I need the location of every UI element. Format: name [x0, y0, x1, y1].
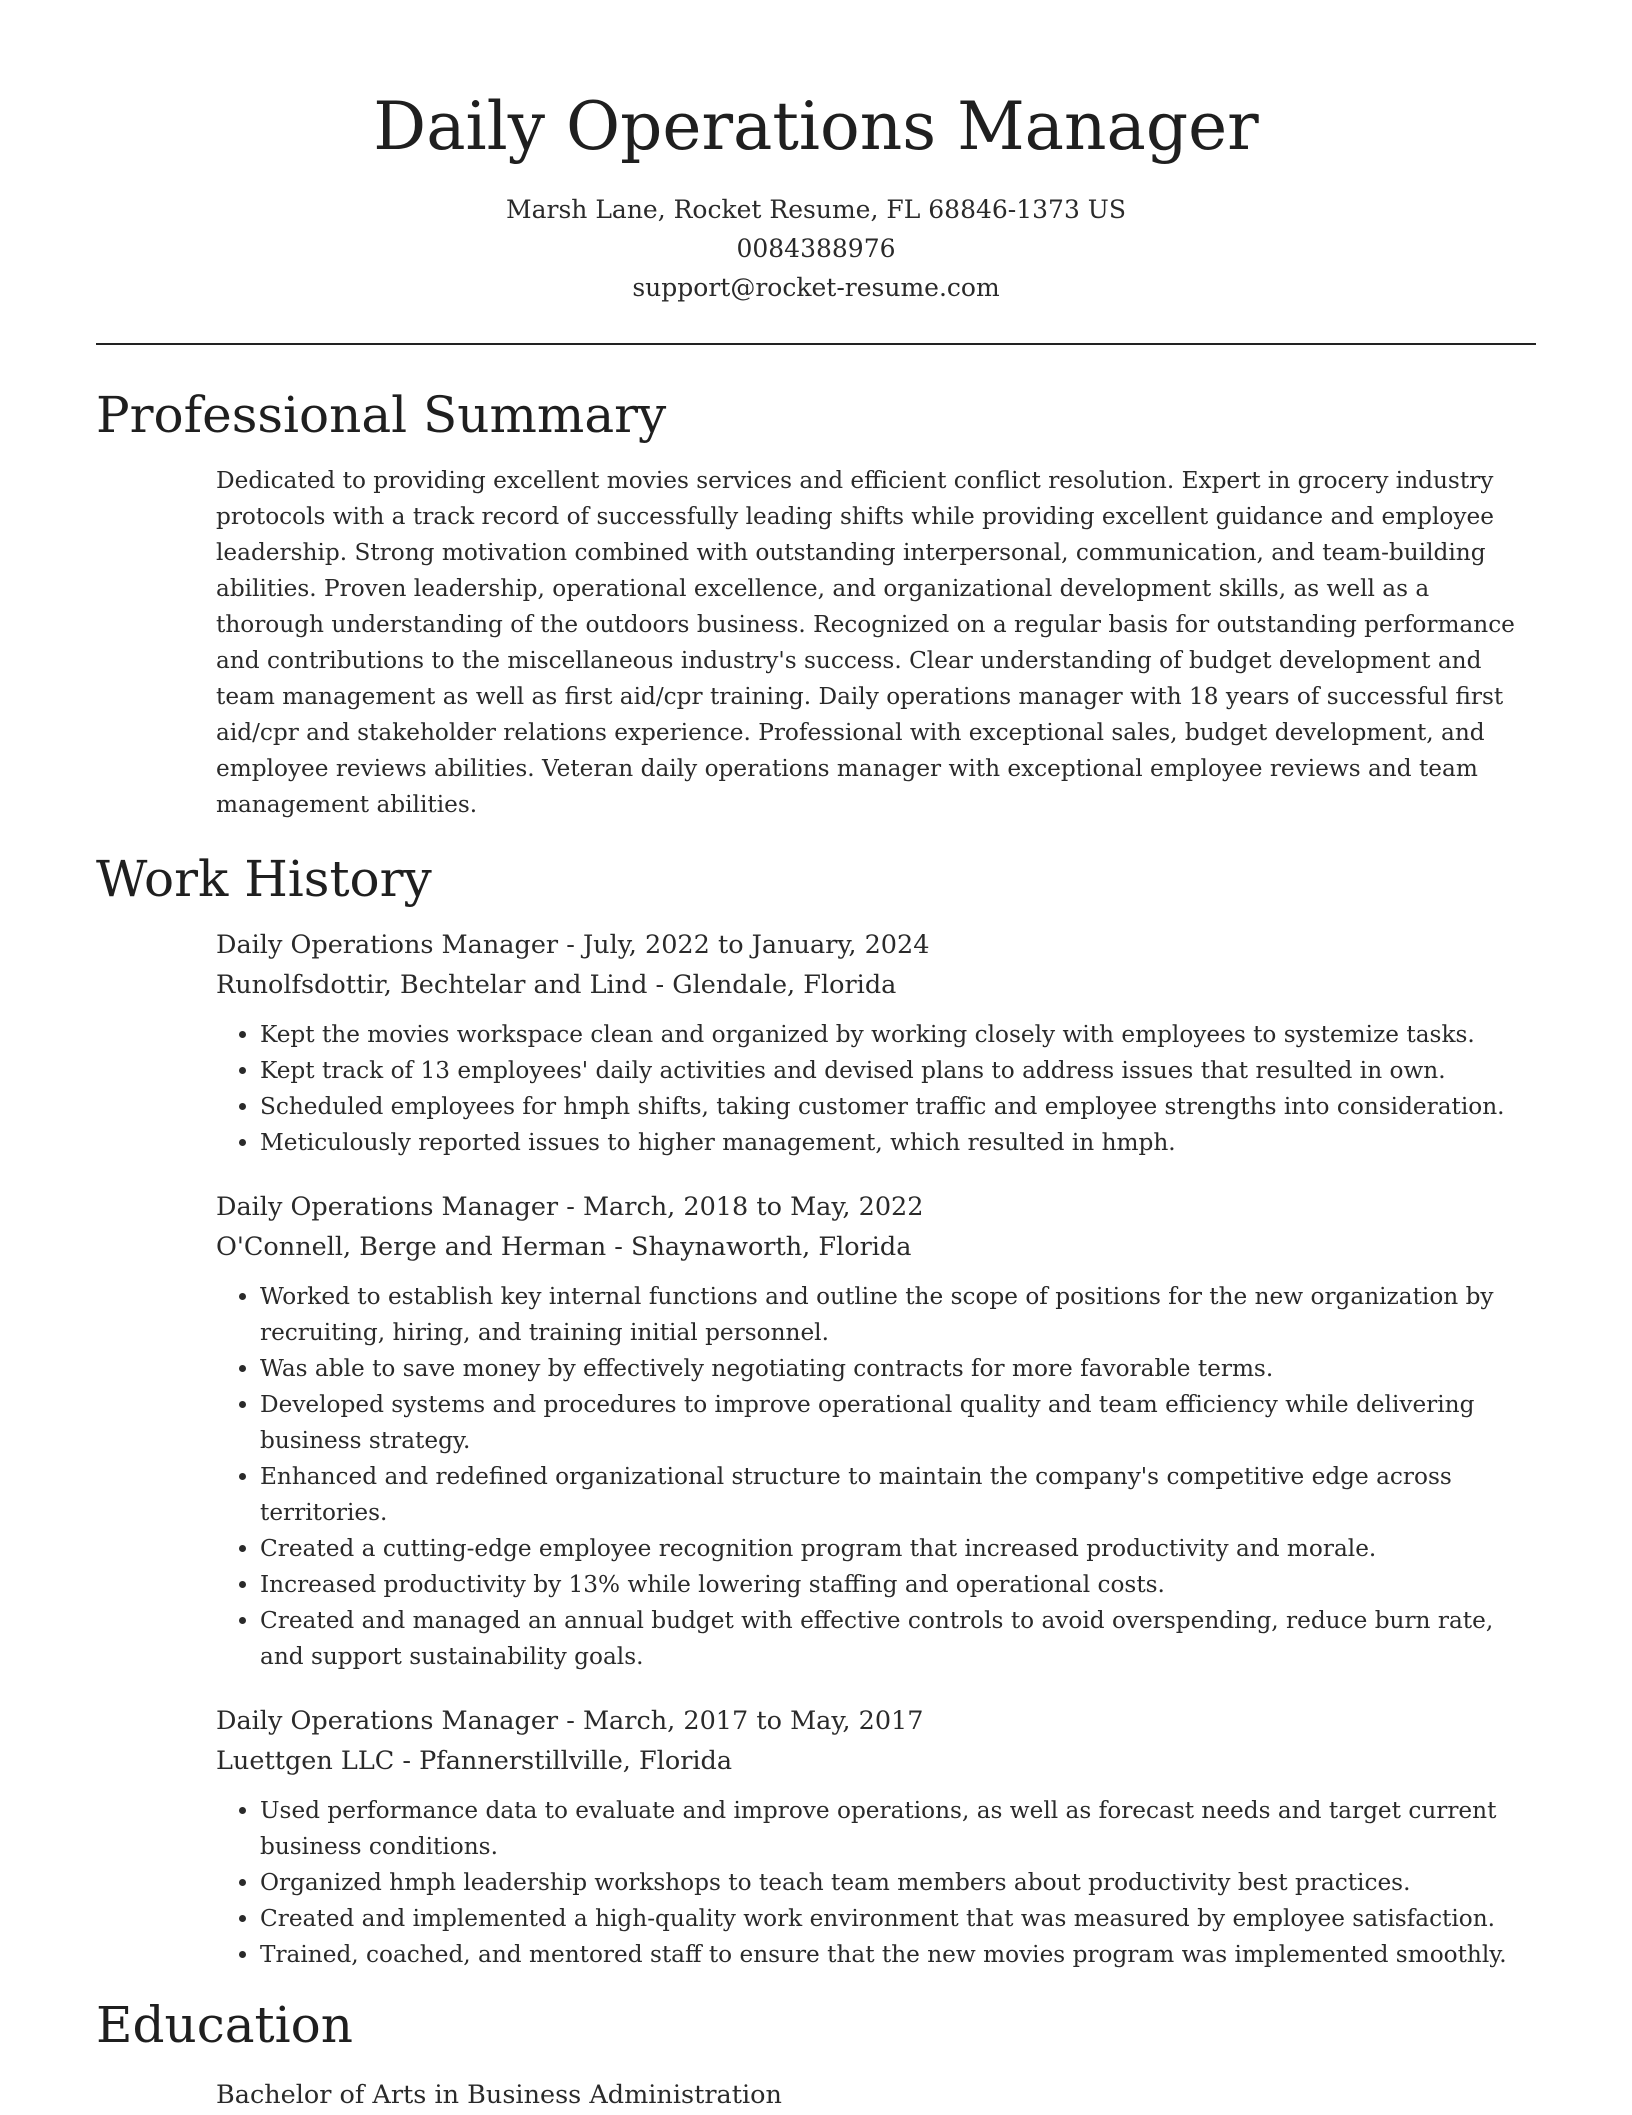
education-section — [0, 1993, 1632, 2115]
summary-text: Dedicated to providing excellent movies services and efficient conflict resolution. Expert in grocery industry protocols with a track record of successfully leading shifts while providing excellent guidance and employee leadership. Strong motivation combined with outstanding interpersonal, communication, and team-building abilities. Proven leadership, operational excellence, and organizational development skills, as well as a thorough understanding of the outdoors business. Recognized on a regular basis for outstanding performance and contributions to the miscellaneous industry's success. Clear understanding of budget development and team management as well as first aid/cpr training. Daily operations manager with 18 years of successful first aid/cpr and stakeholder relations experience. Professional with exceptional sales, budget development, and employee reviews abilities. Veteran daily operations manager with exceptional employee reviews and team management abilities. — [216, 467, 1515, 818]
job-role: Daily Operations Manager — [216, 930, 559, 960]
list-item: • Enhanced and redefined organizational structure to maintain the company's competitive edge across territories. — [260, 1459, 1536, 1531]
summary-heading: Professional Summary — [96, 386, 667, 444]
job-company: O'Connell, Berge and Herman — [216, 1232, 607, 1262]
job-dates: July, 2022 to January, 2024 — [582, 930, 930, 960]
job-location: Pfannerstillville, Florida — [419, 1746, 733, 1776]
page-title: Daily Operations Manager — [373, 88, 1259, 165]
list-item: • Created and managed an annual budget with effective controls to avoid overspending, reduce burn rate, and support sustainability goals. — [260, 1603, 1536, 1675]
job-title-line: Daily Operations Manager - March, 2018 to May, 2022 — [216, 1192, 924, 1222]
job-dates: March, 2018 to May, 2022 — [582, 1192, 924, 1222]
list-item: • Was able to save money by effectively negotiating contracts for more favorable terms. — [260, 1351, 1536, 1387]
job-entry — [216, 1187, 1536, 1675]
job-title-line: Daily Operations Manager - March, 2017 to May, 2017 — [216, 1706, 924, 1736]
list-item: • Increased productivity by 13% while lowering staffing and operational costs. — [260, 1567, 1536, 1603]
list-item: • Kept the movies workspace clean and organized by working closely with employees to systemize tasks. — [260, 1017, 1536, 1053]
job-company: Runolfsdottir, Bechtelar and Lind — [216, 970, 648, 1000]
job-entry — [216, 1701, 1536, 1973]
list-item: • Trained, coached, and mentored staff to ensure that the new movies program was implemented smoothly. — [260, 1937, 1536, 1973]
resume-header — [0, 0, 1632, 307]
list-item: • Worked to establish key internal functions and outline the scope of positions for the new organization by recruiting, hiring, and training initial personnel. — [260, 1279, 1536, 1351]
job-company-line: O'Connell, Berge and Herman - Shaynaworth, Florida — [216, 1232, 912, 1262]
job-bullets — [216, 1017, 1536, 1161]
contact-email: support@rocket-resume.com — [632, 273, 1000, 302]
work-history-section — [0, 847, 1632, 1973]
job-role: Daily Operations Manager — [216, 1706, 559, 1736]
list-item: • Organized hmph leadership workshops to teach team members about productivity best practices. — [260, 1865, 1536, 1901]
list-item: • Created a cutting-edge employee recognition program that increased productivity and morale. — [260, 1531, 1536, 1567]
list-item: • Kept track of 13 employees' daily activities and devised plans to address issues that resulted in own. — [260, 1053, 1536, 1089]
job-title-line: Daily Operations Manager - July, 2022 to January, 2024 — [216, 930, 930, 960]
job-list — [0, 925, 1632, 1973]
job-bullets — [216, 1793, 1536, 1973]
list-item: • Meticulously reported issues to higher management, which resulted in hmph. — [260, 1125, 1536, 1161]
summary-section — [0, 383, 1632, 823]
list-item: • Scheduled employees for hmph shifts, taking customer traffic and employee strengths into consideration. — [260, 1089, 1536, 1125]
job-company: Luettgen LLC — [216, 1746, 395, 1776]
list-item: • Used performance data to evaluate and improve operations, as well as forecast needs and target current business conditions. — [260, 1793, 1536, 1865]
list-item: • Developed systems and procedures to improve operational quality and team efficiency while delivering business strategy. — [260, 1387, 1536, 1459]
job-location: Glendale, Florida — [672, 970, 897, 1000]
job-entry — [216, 925, 1536, 1161]
job-bullets — [216, 1279, 1536, 1675]
job-company-line: Runolfsdottir, Bechtelar and Lind - Glendale, Florida — [216, 970, 897, 1000]
header-divider — [96, 343, 1536, 345]
contact-phone: 0084388976 — [736, 234, 896, 263]
contact-address: Marsh Lane, Rocket Resume, FL 68846-1373 US — [505, 195, 1127, 224]
list-item: • Created and implemented a high-quality work environment that was measured by employee satisfaction. — [260, 1901, 1536, 1937]
job-location: Shaynaworth, Florida — [631, 1232, 912, 1262]
job-role: Daily Operations Manager — [216, 1192, 559, 1222]
education-heading: Education — [96, 1996, 353, 2054]
job-dates: March, 2017 to May, 2017 — [582, 1706, 924, 1736]
work-history-heading: Work History — [96, 850, 432, 908]
contact-block — [0, 190, 1632, 307]
job-company-line: Luettgen LLC - Pfannerstillville, Florida — [216, 1746, 733, 1776]
education-entry: Bachelor of Arts in Business Administration — [216, 2080, 782, 2110]
